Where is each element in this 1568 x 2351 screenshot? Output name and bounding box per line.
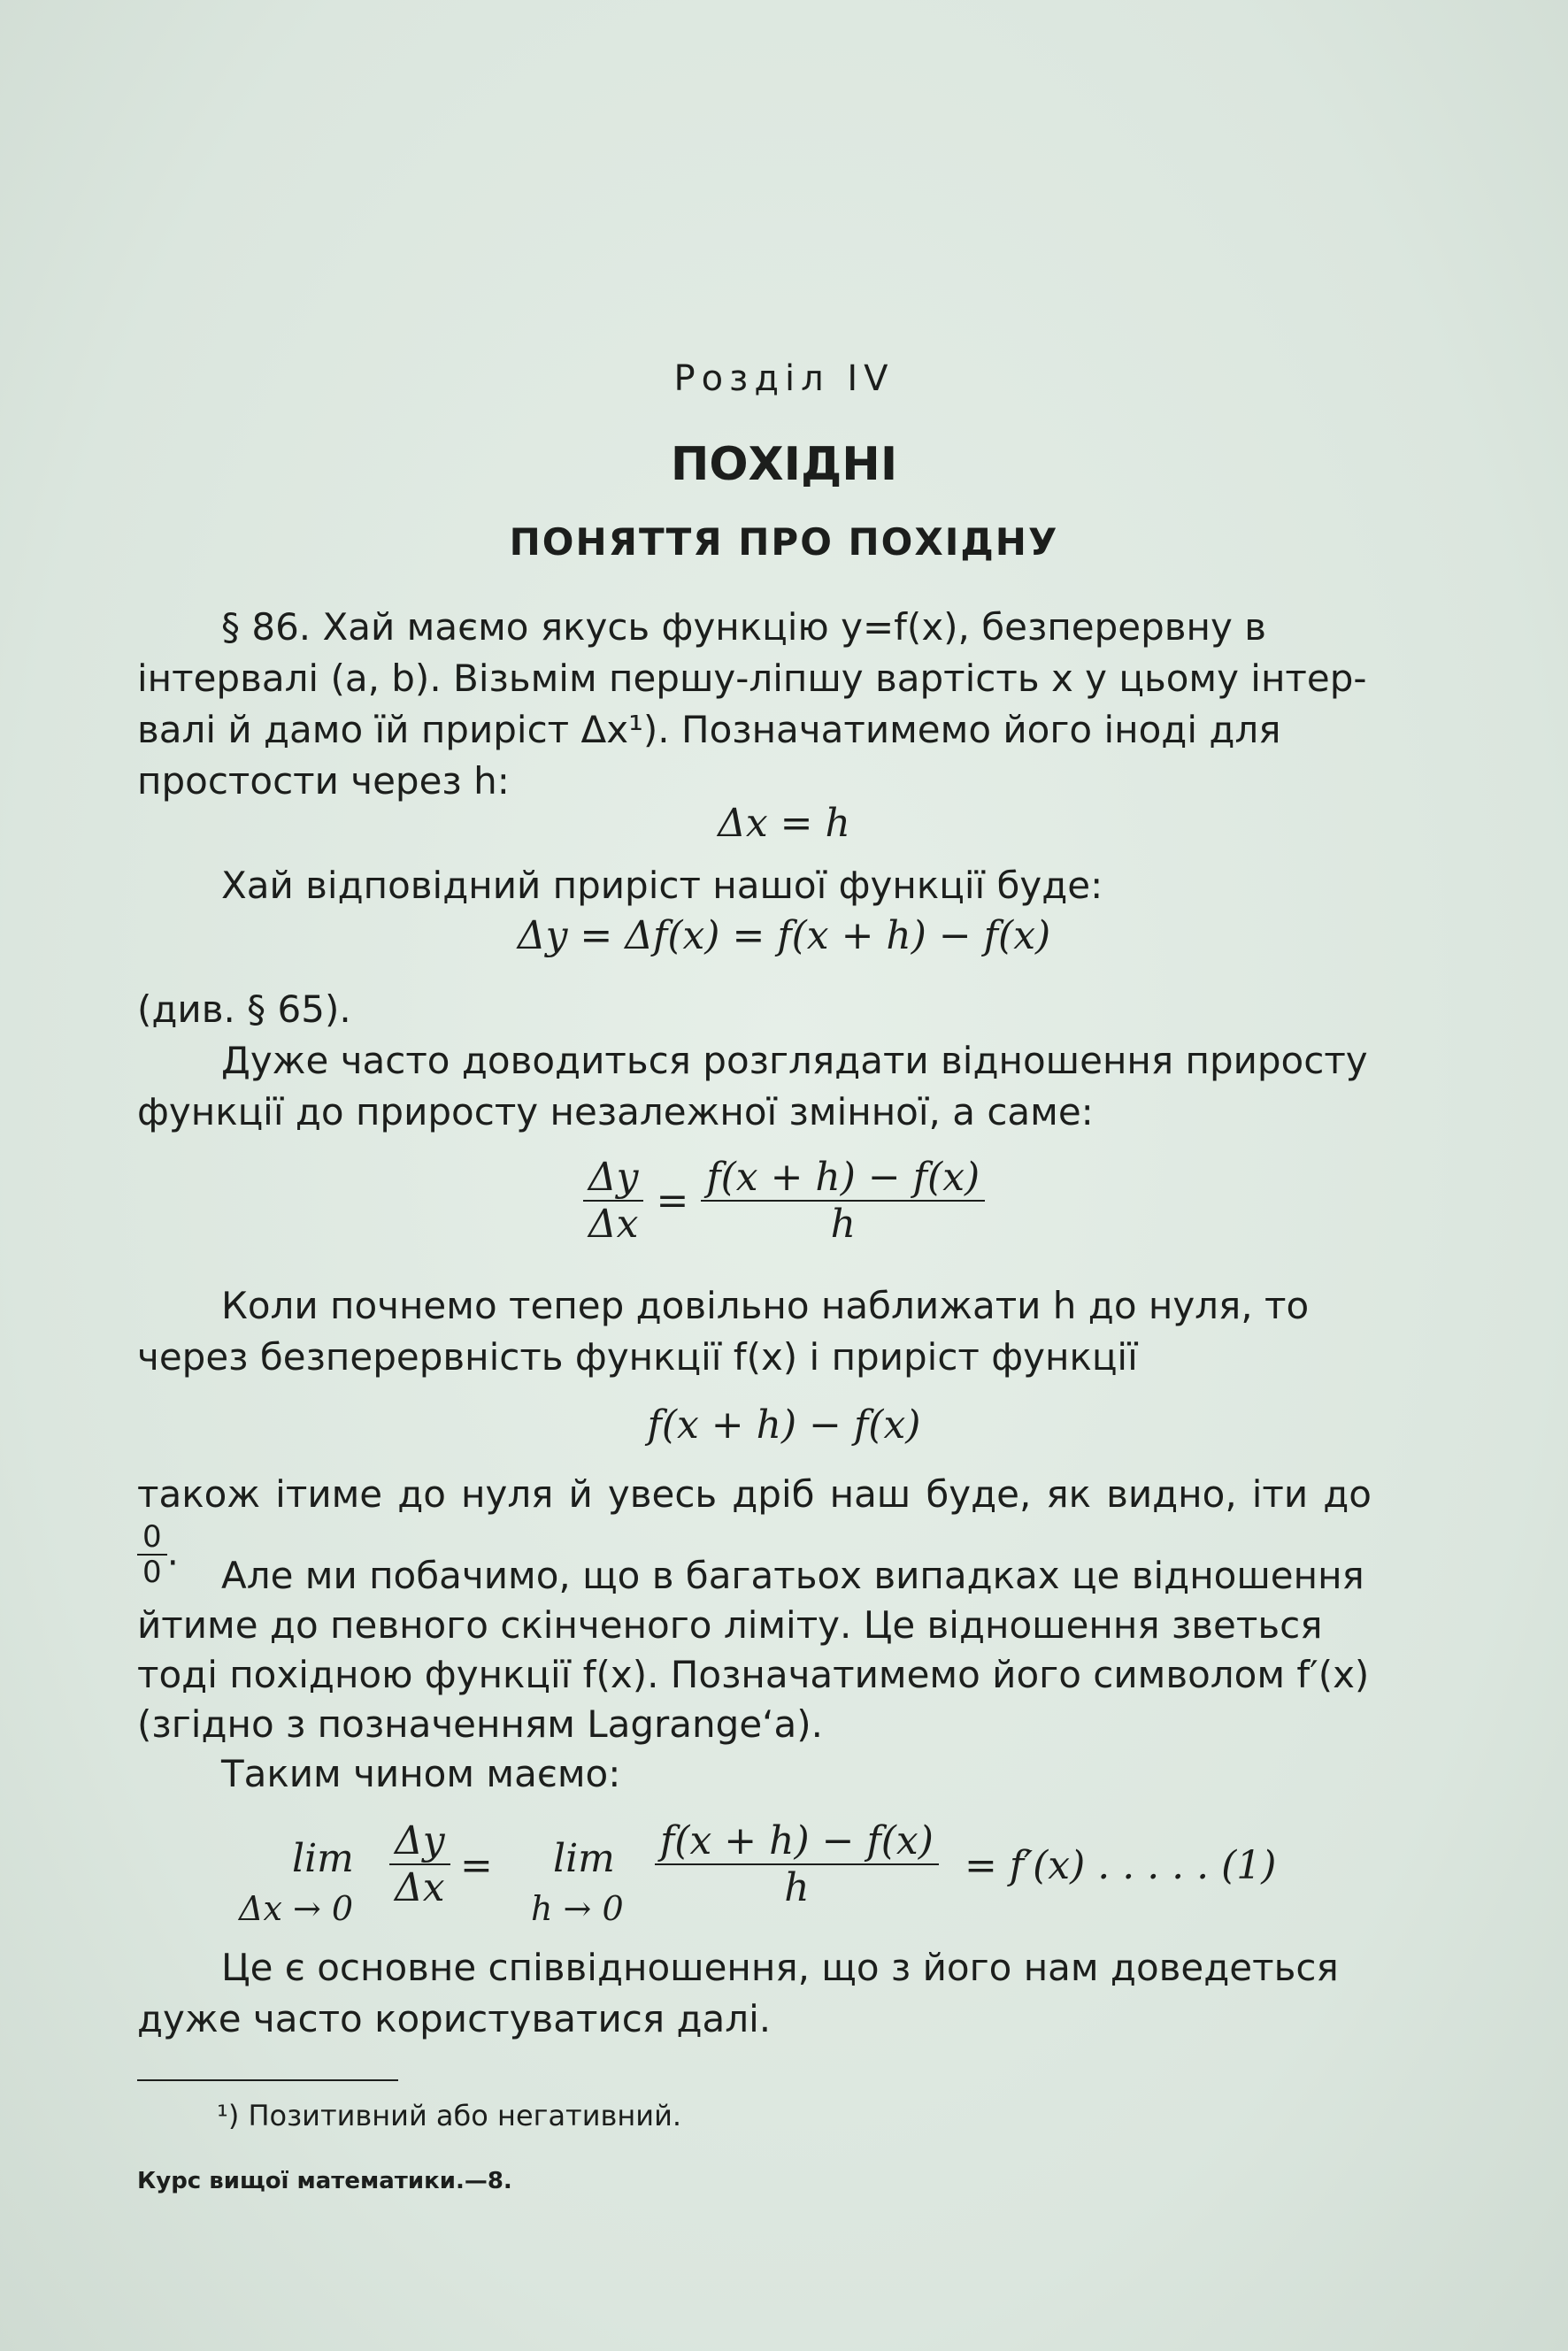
footnote-divider [137,2079,398,2081]
main-frac-1-num: Δy [395,1818,445,1863]
para-2: Хай відповідний приріст нашої функції буде: [221,864,1103,907]
para-4-line-1: Коли почнемо тепер довільно наближати h до нуля, то [221,1284,1310,1327]
main-frac-1 [389,1818,450,1910]
equation-dx: Δx = h [718,801,850,846]
para-5-text: також ітиме до нуля й увесь дріб наш буде, як видно, іти до [137,1472,1372,1516]
footnote: ¹) Позитивний або негативний. [217,2099,682,2132]
signature-mark: Курс вищої математики.—8. [137,2168,512,2194]
chapter-label: Розділ IV [673,358,895,399]
main-eq-sign: = [460,1843,493,1888]
ratio-lhs-den: Δx [583,1200,644,1247]
equation-dy: Δy = Δf(x) = f(x + h) − f(x) [517,913,1051,958]
main-frac-1-den: Δx [389,1863,450,1910]
equation-difference: f(x + h) − f(x) [647,1402,921,1448]
para-1-line-3: валі й дамо їй приріст Δx¹). Позначатимемо його іноді для [137,708,1281,751]
ratio-rhs [701,1155,985,1247]
para-7: Таким чином маємо: [221,1752,621,1795]
para-1-line-4: простости через h: [137,759,510,803]
para-3-line-1: Дуже часто доводиться розглядати відношення приросту [221,1039,1368,1082]
para-2-ref: (див. § 65). [137,987,351,1031]
para-6-line-3: тоді похідною функції f(x). Позначатимемо його символом f′(x) [137,1653,1370,1696]
equation-ratio: $\frac{\Delta y}{\Delta x}$ = $\frac{f(x + h) - f(x)}{h}$ [0,1155,1568,1247]
main-frac-2-num: f(x + h) − f(x) [660,1818,934,1863]
para-6-line-1: Але ми побачимо, що в багатьох випадках це відношення [221,1554,1364,1597]
main-frac-2 [655,1818,939,1910]
lim-1: lim [292,1836,354,1881]
para-4-line-2: через безперервність функції f(x) і приріст функції [137,1335,1138,1379]
section-title: ПОНЯТТЯ ПРО ПОХІДНУ [509,520,1059,564]
ratio-rhs-den: h [701,1200,985,1247]
main-result: = f′(x) . . . . . (1) [965,1843,1277,1888]
para-6-line-4: (згідно з позначенням Lagrange‘a). [137,1702,823,1746]
ratio-rhs-num: f(x + h) − f(x) [706,1155,980,1200]
para-3-line-2: функції до приросту незалежної змінної, а саме: [137,1090,1094,1133]
para-8-line-1: Це є основне співвідношення, що з його нам доведеться [221,1946,1339,1989]
zero-num: 0 [142,1519,162,1555]
equation-main [239,1818,1389,1933]
para-1-line-2: інтервалі (a, b). Візьмім першу-ліпшу вартість x у цьому інтер- [137,657,1367,700]
lim-2-sub: h → 0 [531,1889,624,1928]
para-8-line-2: дуже часто користуватися далі. [137,1997,772,2040]
para-6-line-2: йтиме до певного скінченого ліміту. Це відношення зветься [137,1603,1323,1647]
zero-den: 0 [137,1554,167,1589]
lim-2: lim [553,1836,615,1881]
para-1-line-1: § 86. Хай маємо якусь функцію y=f(x), безперервну в [221,605,1266,649]
para-5-end: . [166,1530,179,1574]
main-frac-2-den: h [655,1863,939,1910]
lim-1-sub: Δx → 0 [239,1889,354,1928]
chapter-title: ПОХІДНІ [670,438,898,491]
ratio-lhs-num: Δy [588,1155,639,1200]
ratio-lhs [583,1155,644,1247]
